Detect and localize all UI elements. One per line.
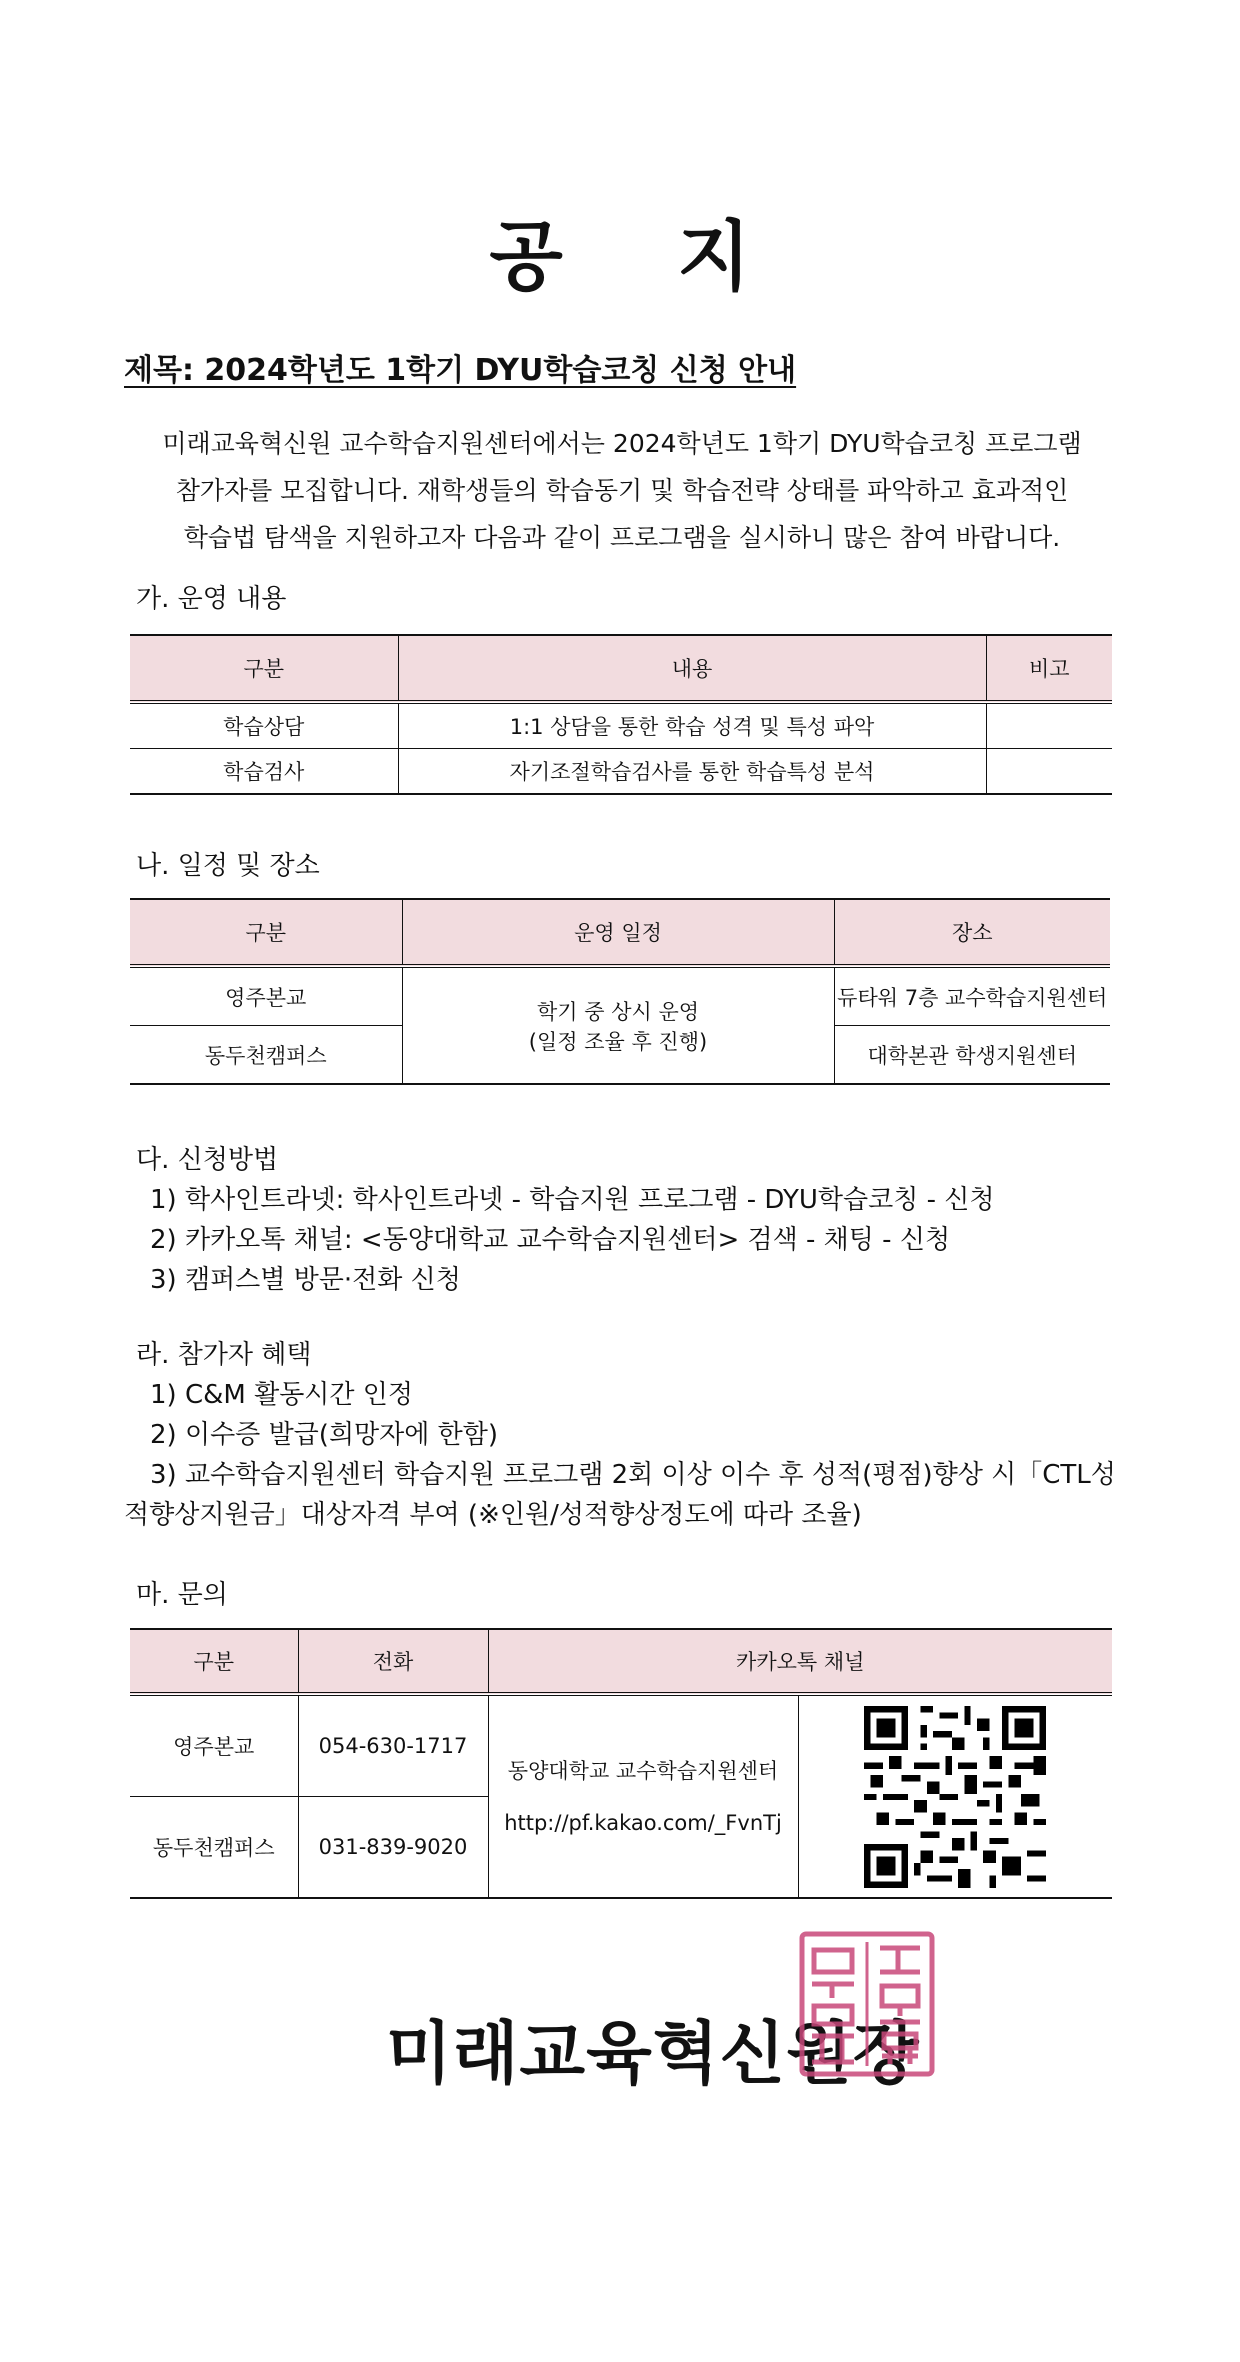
header-cell: 구분 [130, 899, 402, 966]
kakao-channel-cell [488, 1694, 798, 1898]
operation-table [130, 634, 1112, 795]
apply-method-list [136, 1140, 995, 1300]
schedule-cell [402, 966, 834, 1084]
table-cell [986, 749, 1112, 795]
qr-code-icon [864, 1706, 1046, 1888]
header-cell: 구분 [130, 635, 398, 702]
header-cell: 운영 일정 [402, 899, 834, 966]
table-header-row [130, 899, 1110, 966]
list-item: 1) C&M 활동시간 인정 [150, 1380, 414, 1410]
table-cell: 학습상담 [130, 702, 398, 749]
table-cell: 영주본교 [130, 966, 402, 1026]
table-cell: 학습검사 [130, 749, 398, 795]
section-a-heading: 가. 운영 내용 [136, 584, 287, 614]
section-d-heading: 라. 참가자 혜택 [136, 1340, 312, 1370]
table-cell: 동두천캠퍼스 [130, 1797, 298, 1899]
list-item: 3) 교수학습지원센터 학습지원 프로그램 2회 이상 이수 후 성적(평점)향상 시「CTL성적향상지원금」대상자격 부여 (※인원/성적향상정도에 따라 조율) [124, 1460, 1116, 1530]
schedule-line: 학기 중 상시 운영 [536, 999, 700, 1024]
list-item: 2) 카카오톡 채널: <동양대학교 교수학습지원센터> 검색 - 채팅 - 신청 [150, 1225, 951, 1255]
table-header-row [130, 1629, 1112, 1694]
section-c-heading: 다. 신청방법 [136, 1145, 279, 1175]
header-cell: 전화 [298, 1629, 488, 1694]
contact-table [130, 1628, 1112, 1899]
table-row [130, 966, 1110, 1026]
table-header-row [130, 635, 1112, 702]
header-cell: 구분 [130, 1629, 298, 1694]
section-b-heading: 나. 일정 및 장소 [136, 851, 320, 881]
table-cell: 영주본교 [130, 1694, 298, 1797]
list-item: 2) 이수증 발급(희망자에 한함) [150, 1420, 499, 1450]
channel-url: http://pf.kakao.com/_FvnTj [504, 1810, 782, 1835]
schedule-table [130, 898, 1110, 1085]
header-cell: 비고 [986, 635, 1112, 702]
table-cell: 자기조절학습검사를 통한 학습특성 분석 [398, 749, 986, 795]
table-row [130, 749, 1112, 795]
header-cell: 장소 [834, 899, 1110, 966]
intro-line: 미래교육혁신원 교수학습지원센터에서는 2024학년도 1학기 DYU학습코칭 프로그램 [162, 429, 1082, 458]
header-cell: 내용 [398, 635, 986, 702]
table-cell [986, 702, 1112, 749]
intro-paragraph [124, 420, 1120, 561]
schedule-line: (일정 조율 후 진행) [528, 1029, 708, 1054]
intro-line: 참가자를 모집합니다. 재학생들의 학습동기 및 학습전략 상태를 파악하고 효과적인 [175, 476, 1069, 505]
section-e-heading: 마. 문의 [136, 1580, 228, 1610]
table-cell: 054-630-1717 [298, 1694, 488, 1797]
table-cell: 동두천캠퍼스 [130, 1026, 402, 1085]
list-item: 3) 캠퍼스별 방문·전화 신청 [150, 1265, 461, 1295]
table-cell: 대학본관 학생지원센터 [867, 1043, 1078, 1068]
qr-cell [798, 1694, 1112, 1898]
channel-name: 동양대학교 교수학습지원센터 [507, 1758, 779, 1783]
table-cell: 듀타워 7층 교수학습지원센터 [834, 966, 1110, 1026]
list-item: 1) 학사인트라넷: 학사인트라넷 - 학습지원 프로그램 - DYU학습코칭 - 신청 [150, 1185, 995, 1215]
signer-name: 미래교육혁신원장 [386, 2015, 920, 2094]
table-cell: 1:1 상담을 통한 학습 성격 및 특성 파악 [398, 702, 986, 749]
table-row [130, 1694, 1112, 1797]
intro-line: 학습법 탐색을 지원하고자 다음과 같이 프로그램을 실시하니 많은 참여 바랍니다. [183, 523, 1061, 552]
page-title: 공 지 [489, 212, 795, 301]
official-seal-icon [798, 1930, 936, 2078]
notice-subject: 제목: 2024학년도 1학기 DYU학습코칭 신청 안내 [124, 353, 797, 388]
table-cell: 031-839-9020 [298, 1797, 488, 1899]
benefit-list [136, 1335, 498, 1455]
header-cell: 카카오톡 채널 [488, 1629, 1112, 1694]
table-row [130, 702, 1112, 749]
